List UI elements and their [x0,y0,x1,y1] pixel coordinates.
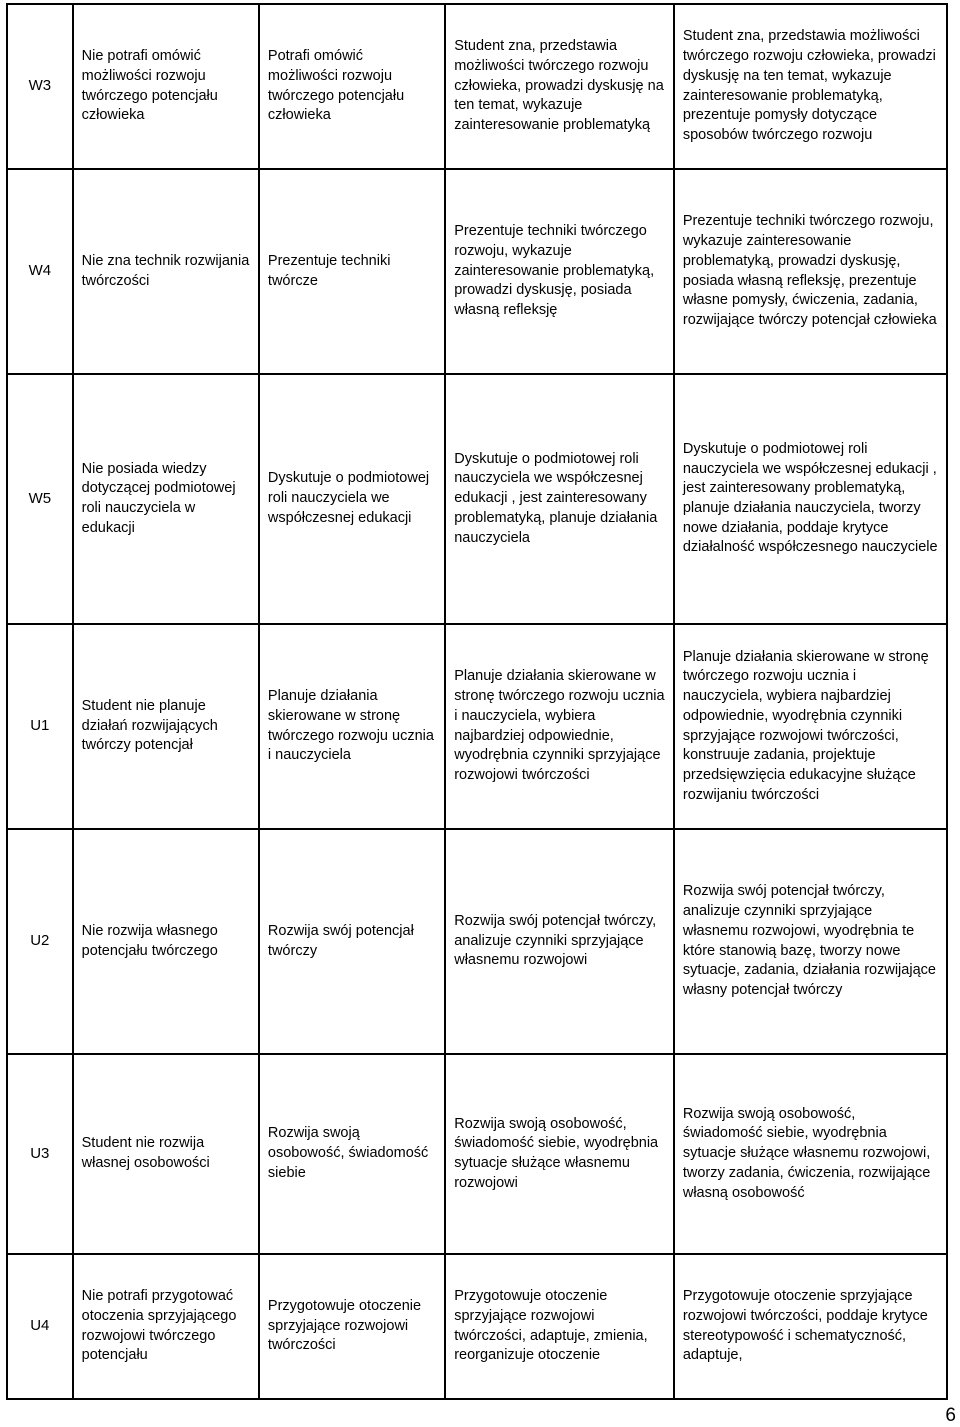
page-number: 6 [945,1405,956,1426]
table-row-w3 [7,4,947,169]
criterion-grade-5: Rozwija swój potencjał twórczy, analizuje czynniki sprzyjające własnemu rozwojowi, wyodrębnia te które stanowią bazę, tworzy nowe sytuacje, zadania, działania rozwijające własny potencjał twórczy [674,829,947,1054]
criterion-grade-4: Planuje działania skierowane w stronę twórczego rozwoju ucznia i nauczyciela, wybiera najbardziej odpowiednie, wyodrębnia czynniki sprzyjające rozwojowi twórczości [445,624,674,829]
criterion-grade-5: Student zna, przedstawia możliwości twórczego rozwoju człowieka, prowadzi dyskusję na ten temat, wykazuje zainteresowanie problematyką, prezentuje pomysły dotyczące sposobów twórczego rozwoju [674,4,947,169]
row-code: U4 [7,1254,73,1399]
criterion-grade-2: Nie zna technik rozwijania twórczości [73,169,259,374]
criterion-grade-4: Student zna, przedstawia możliwości twórczego rozwoju człowieka, prowadzi dyskusję na ten temat, wykazuje zainteresowanie problematyką [445,4,674,169]
assessment-criteria-table [6,3,948,1400]
row-code: U2 [7,829,73,1054]
criterion-grade-5: Prezentuje techniki twórczego rozwoju, wykazuje zainteresowanie problematyką, prowadzi dyskusję, posiada własną refleksję, prezentuje własne pomysły, ćwiczenia, zadania, rozwijające twórczy potencjał człowieka [674,169,947,374]
table-row-w5 [7,374,947,624]
criterion-grade-4: Przygotowuje otoczenie sprzyjające rozwojowi twórczości, adaptuje, zmienia, reorganizuje otoczenie [445,1254,674,1399]
criterion-grade-2: Nie posiada wiedzy dotyczącej podmiotowej roli nauczyciela w edukacji [73,374,259,624]
criterion-grade-4: Rozwija swój potencjał twórczy, analizuje czynniki sprzyjające własnemu rozwojowi [445,829,674,1054]
criterion-grade-2: Student nie rozwija własnej osobowości [73,1054,259,1254]
criterion-grade-2: Nie potrafi omówić możliwości rozwoju twórczego potencjału człowieka [73,4,259,169]
criterion-grade-4: Rozwija swoją osobowość, świadomość siebie, wyodrębnia sytuacje służące własnemu rozwojowi [445,1054,674,1254]
criterion-grade-3: Przygotowuje otoczenie sprzyjające rozwojowi twórczości [259,1254,445,1399]
table-row-u4 [7,1254,947,1399]
criterion-grade-5: Rozwija swoją osobowość, świadomość siebie, wyodrębnia sytuacje służące własnemu rozwojowi, tworzy zadania, ćwiczenia, rozwijające własną osobowość [674,1054,947,1254]
criterion-grade-3: Rozwija swoją osobowość, świadomość siebie [259,1054,445,1254]
criterion-grade-4: Dyskutuje o podmiotowej roli nauczyciela we współczesnej edukacji , jest zainteresowany problematyką, planuje działania nauczyciela [445,374,674,624]
criterion-grade-2: Nie potrafi przygotować otoczenia sprzyjającego rozwojowi twórczego potencjału [73,1254,259,1399]
criterion-grade-5: Dyskutuje o podmiotowej roli nauczyciela we współczesnej edukacji , jest zainteresowany problematyką, planuje działania nauczyciela, tworzy nowe działania, poddaje krytyce działalność współczesnego nauczyciele [674,374,947,624]
table-row-u2 [7,829,947,1054]
criterion-grade-3: Rozwija swój potencjał twórczy [259,829,445,1054]
row-code: U3 [7,1054,73,1254]
criterion-grade-4: Prezentuje techniki twórczego rozwoju, wykazuje zainteresowanie problematyką, prowadzi dyskusję, posiada własną refleksję [445,169,674,374]
criterion-grade-3: Planuje działania skierowane w stronę twórczego rozwoju ucznia i nauczyciela [259,624,445,829]
criterion-grade-5: Przygotowuje otoczenie sprzyjające rozwojowi twórczości, poddaje krytyce stereotypowość i schematyczność, adaptuje, [674,1254,947,1399]
row-code: U1 [7,624,73,829]
table-row-w4 [7,169,947,374]
criterion-grade-3: Prezentuje techniki twórcze [259,169,445,374]
row-code: W4 [7,169,73,374]
row-code: W5 [7,374,73,624]
table-row-u1 [7,624,947,829]
criterion-grade-2: Nie rozwija własnego potencjału twórczego [73,829,259,1054]
criterion-grade-5: Planuje działania skierowane w stronę twórczego rozwoju ucznia i nauczyciela, wybiera najbardziej odpowiednie, wyodrębnia czynniki sprzyjające rozwojowi twórczości, konstruuje zadania, projektuje przedsięwzięcia edukacyjne służące rozwijaniu twórczości [674,624,947,829]
row-code: W3 [7,4,73,169]
table-row-u3 [7,1054,947,1254]
criterion-grade-3: Dyskutuje o podmiotowej roli nauczyciela we współczesnej edukacji [259,374,445,624]
criterion-grade-2: Student nie planuje działań rozwijających twórczy potencjał [73,624,259,829]
criterion-grade-3: Potrafi omówić możliwości rozwoju twórczego potencjału człowieka [259,4,445,169]
